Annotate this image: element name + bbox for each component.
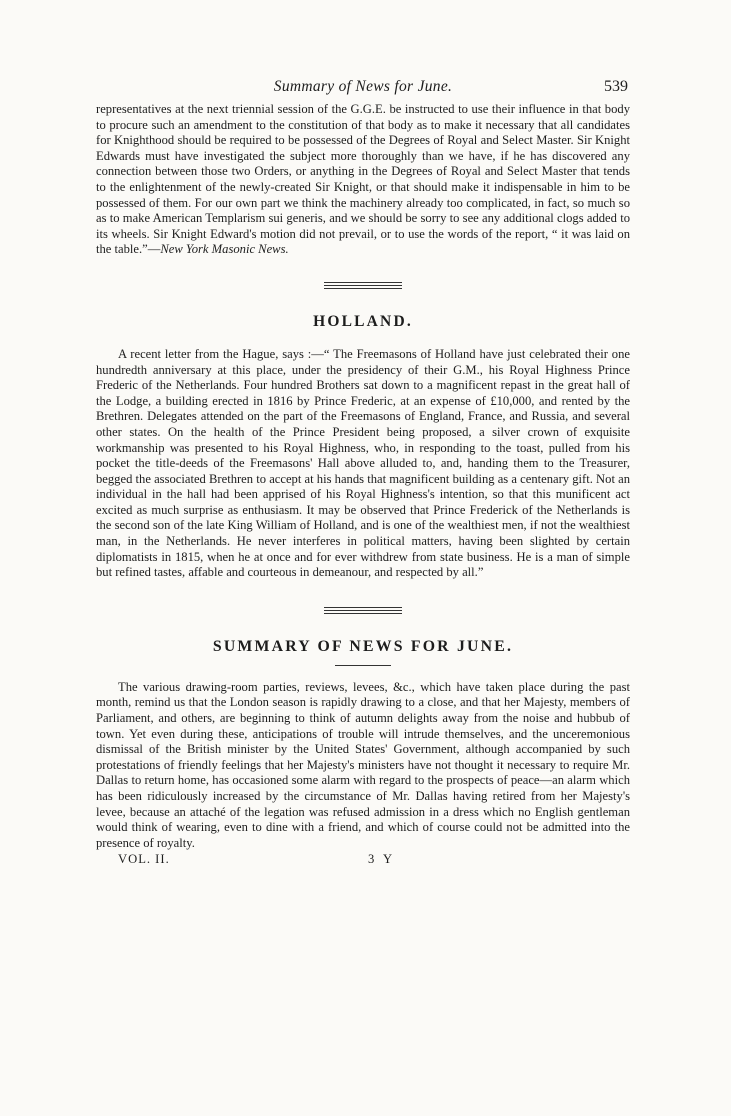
page-footer bbox=[96, 852, 630, 870]
running-title: Summary of News for June. bbox=[273, 78, 453, 95]
divider-line bbox=[324, 282, 402, 283]
holland-paragraph: A recent letter from the Hague, says :—“ The Freemasons of Holland have just celebrated their one hundredth anniversary at this place, under the presidency of their G.M., his Royal Highness Prince Frederic of the Netherlands. Four hundred Brothers sat down to a magnificent repast in the great hall of the Lodge, a building erected in 1816 by Prince Frederic, at an expense of £10,000, and rented by the Brethren. Delegates attended on the part of the Freemasons of England, France, and Russia, and several other states. On the health of the Prince President being proposed, a silver crown of exquisite workmanship was presented to his Royal Highness, who, in responding to the toast, pulled from his pocket the title-deeds of the Freemasons' Hall above alluded to, and, handing them to the Treasurer, begged the associated Brethren to accept at his hands that magnificent building as a centenary gift. Not an individual in the hall had been apprised of his Royal Highness's intention, so that this munificent act excited as much surprise as enthusiasm. It may be observed that Prince Frederick of the Netherlands is the second son of the late King William of Holland, and is one of the wealthiest men, if not the wealthiest man, in the Netherlands. He never interferes in political matters, having been slighted by certain diplomatists in 1815, when he at once and for ever withdrew from state business. He is a man of simple but refined tastes, affable and courteous in demeanour, and respected by all.” bbox=[96, 346, 630, 580]
divider-line bbox=[324, 285, 402, 286]
summary-paragraph: The various drawing-room parties, reviews, levees, &c., which have taken place during the past month, remind us that the London season is rapidly drawing to a close, and that her Majesty, members of Parliament, and others, are beginning to think of autumn delights away from the noise and hubbub of town. Yet even during these, anticipations of trouble will intrude themselves, and the unceremonious dismissal of the British minister by the United States' Government, although accompanied by such protestations of friendly feelings that her Majesty's ministers have not thought it necessary to require Mr. Dallas to return home, has occasioned some alarm with regard to the prospects of peace—an alarm which has been ridiculously increased by the circumstance of Mr. Dallas having retired from her Majesty's levee, because an attaché of the legation was refused admission in a dress which no English gentleman would think of wearing, even to dine with a friend, and which of course could not be admitted into the presence of royalty. bbox=[96, 679, 630, 850]
divider-line bbox=[324, 288, 402, 289]
divider-line bbox=[324, 610, 402, 611]
page-number: 539 bbox=[604, 78, 628, 95]
signature-mark: 3 Y bbox=[368, 852, 396, 867]
divider-line bbox=[324, 613, 402, 614]
continued-text: representatives at the next triennial session of the G.G.E. be instructed to use their influence in that body to procure such an amendment to the constitution of that body as to make it necessary that all candidates for Knighthood should be required to be possessed of the Degrees of Royal and Select Master. Sir Knight Edwards must have investigated the subject more thoroughly than we have, if he has discovered any connection between those two Orders, or anything in the Degrees of Royal and Select Master that tends to the enlightenment of the newly-created Sir Knight, or that should make it indispensable in him to be possessed of them. For our own part we think the machinery already too complicated, in fact, so much so as to make American Templarism sui generis, and we should be sorry to see any additional clogs added to its wheels. Sir Knight Edward's motion did not prevail, or to use the words of the report, “ it was laid on the table.”— bbox=[96, 102, 630, 257]
page bbox=[96, 78, 630, 870]
section-divider bbox=[324, 282, 402, 289]
continued-paragraph bbox=[96, 102, 630, 258]
section-heading-summary: SUMMARY OF NEWS FOR JUNE. bbox=[212, 637, 514, 655]
volume-label: VOL. II. bbox=[118, 852, 170, 867]
source-reference: New York Masonic News. bbox=[160, 242, 289, 257]
divider-line bbox=[324, 607, 402, 608]
section-heading-holland: HOLLAND. bbox=[313, 312, 413, 330]
running-head bbox=[96, 78, 630, 102]
section-divider bbox=[324, 607, 402, 614]
